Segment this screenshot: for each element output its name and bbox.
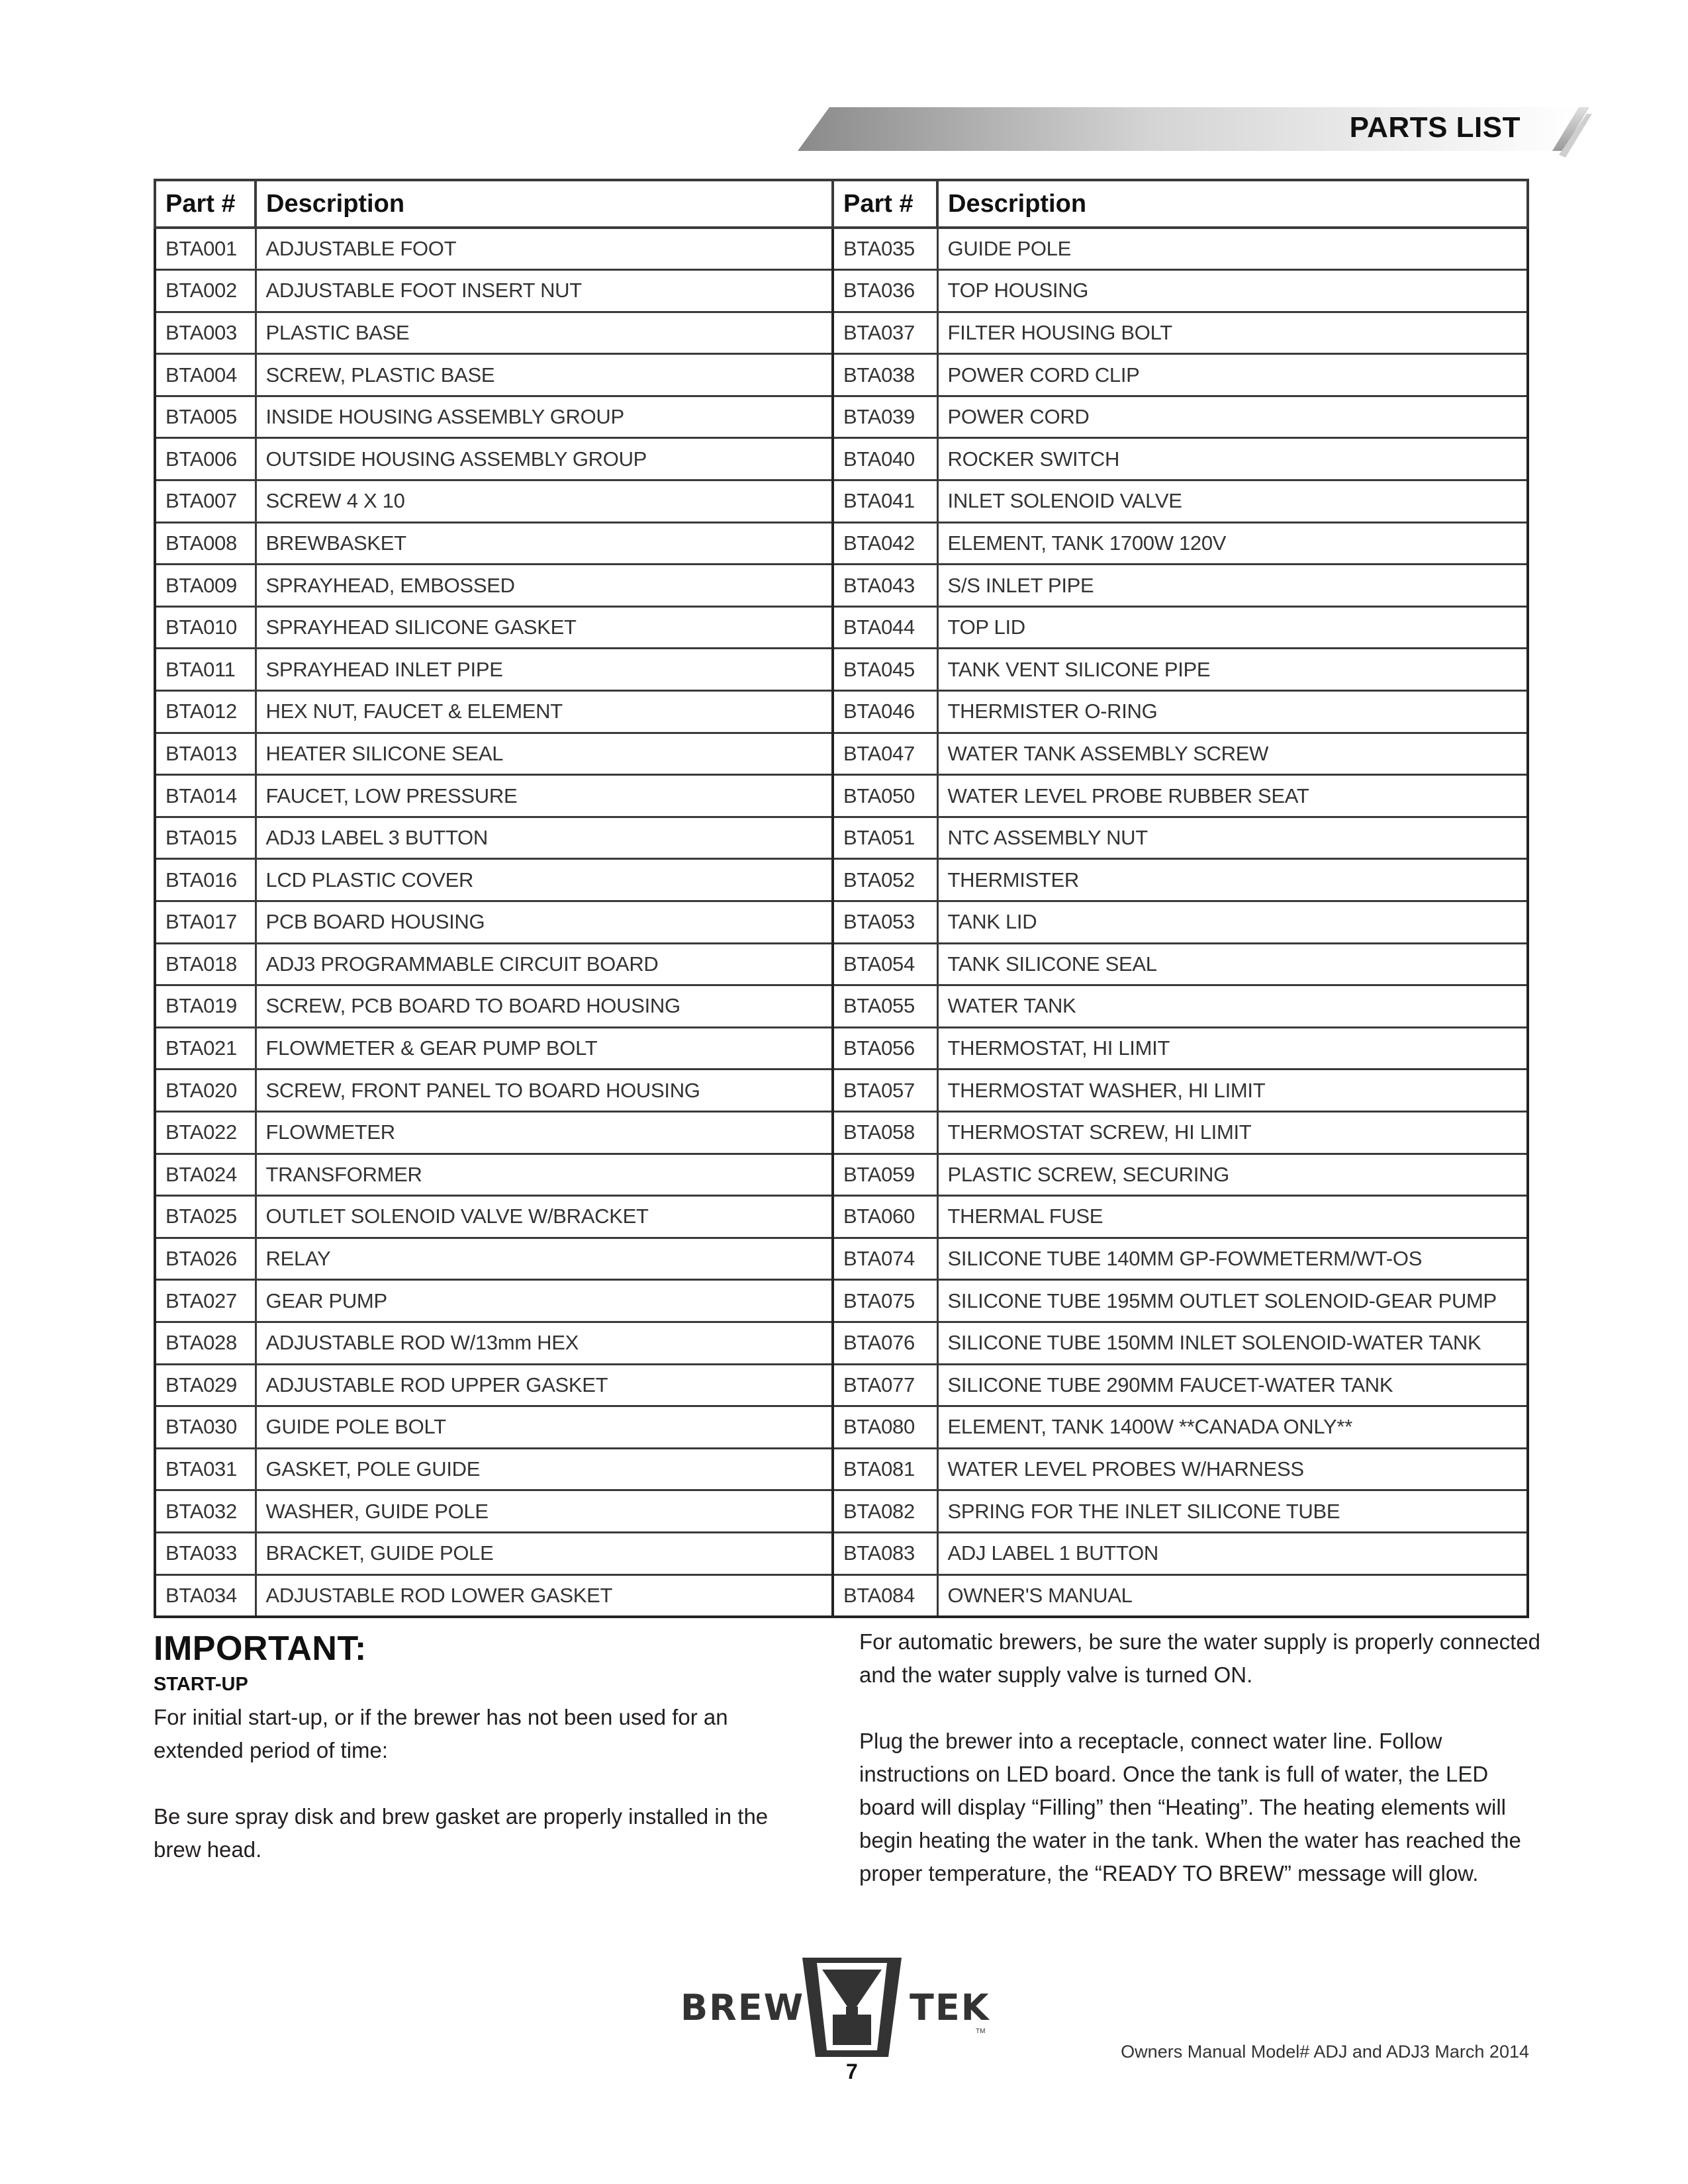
part-number-cell: BTA033 [155, 1532, 256, 1574]
description-cell: LCD PLASTIC COVER [256, 859, 833, 901]
part-number-cell: BTA030 [155, 1406, 256, 1449]
description-cell: THERMOSTAT WASHER, HI LIMIT [937, 1069, 1528, 1112]
column-header-description: Description [256, 180, 833, 228]
description-cell: TANK VENT SILICONE PIPE [937, 649, 1528, 691]
part-number-cell: BTA005 [155, 396, 256, 438]
part-number-cell: BTA026 [155, 1238, 256, 1280]
logo-brew-icon [802, 1958, 902, 2057]
description-cell: ADJUSTABLE FOOT INSERT NUT [256, 270, 833, 312]
description-cell: RELAY [256, 1238, 833, 1280]
part-number-cell: BTA084 [833, 1574, 937, 1617]
part-number-cell: BTA029 [155, 1364, 256, 1406]
table-row [155, 480, 1528, 523]
part-number-cell: BTA075 [833, 1280, 937, 1322]
description-cell: WATER LEVEL PROBE RUBBER SEAT [937, 775, 1528, 817]
startup-subheading: START-UP [154, 1673, 248, 1695]
description-cell: OUTLET SOLENOID VALVE W/BRACKET [256, 1196, 833, 1238]
description-cell: S/S INLET PIPE [937, 565, 1528, 607]
part-number-cell: BTA058 [833, 1111, 937, 1154]
header-banner [798, 107, 1592, 160]
description-cell: ADJ3 LABEL 3 BUTTON [256, 817, 833, 859]
description-cell: ELEMENT, TANK 1400W **CANADA ONLY** [937, 1406, 1528, 1449]
part-number-cell: BTA056 [833, 1027, 937, 1069]
part-number-cell: BTA055 [833, 985, 937, 1028]
part-number-cell: BTA080 [833, 1406, 937, 1449]
description-cell: ADJ LABEL 1 BUTTON [937, 1532, 1528, 1574]
description-cell: POWER CORD CLIP [937, 354, 1528, 396]
part-number-cell: BTA044 [833, 606, 937, 649]
part-number-cell: BTA011 [155, 649, 256, 691]
description-cell: ELEMENT, TANK 1700W 120V [937, 522, 1528, 565]
part-number-cell: BTA019 [155, 985, 256, 1028]
part-number-cell: BTA003 [155, 312, 256, 354]
table-row [155, 1154, 1528, 1196]
table-row [155, 1490, 1528, 1533]
part-number-cell: BTA057 [833, 1069, 937, 1112]
table-row [155, 1069, 1528, 1112]
part-number-cell: BTA027 [155, 1280, 256, 1322]
table-row [155, 775, 1528, 817]
description-cell: PLASTIC BASE [256, 312, 833, 354]
table-row [155, 985, 1528, 1028]
description-cell: THERMISTER [937, 859, 1528, 901]
table-row [155, 691, 1528, 733]
description-cell: ADJ3 PROGRAMMABLE CIRCUIT BOARD [256, 943, 833, 985]
table-body [155, 228, 1528, 1617]
description-cell: SPRAYHEAD INLET PIPE [256, 649, 833, 691]
table-row [155, 1238, 1528, 1280]
description-cell: WATER TANK ASSEMBLY SCREW [937, 733, 1528, 775]
table-row [155, 901, 1528, 944]
part-number-cell: BTA046 [833, 691, 937, 733]
description-cell: FAUCET, LOW PRESSURE [256, 775, 833, 817]
description-cell: GEAR PUMP [256, 1280, 833, 1322]
description-cell: WATER LEVEL PROBES W/HARNESS [937, 1448, 1528, 1490]
table-row [155, 649, 1528, 691]
table-row [155, 1111, 1528, 1154]
description-cell: SCREW 4 X 10 [256, 480, 833, 523]
part-number-cell: BTA040 [833, 438, 937, 480]
description-cell: PLASTIC SCREW, SECURING [937, 1154, 1528, 1196]
important-heading: IMPORTANT: [154, 1629, 367, 1668]
part-number-cell: BTA004 [155, 354, 256, 396]
column-header-part: Part # [155, 180, 256, 228]
part-number-cell: BTA008 [155, 522, 256, 565]
part-number-cell: BTA010 [155, 606, 256, 649]
part-number-cell: BTA022 [155, 1111, 256, 1154]
description-cell: SPRAYHEAD SILICONE GASKET [256, 606, 833, 649]
table-row [155, 733, 1528, 775]
column-header-part: Part # [833, 180, 937, 228]
part-number-cell: BTA060 [833, 1196, 937, 1238]
description-cell: THERMOSTAT SCREW, HI LIMIT [937, 1111, 1528, 1154]
description-cell: ROCKER SWITCH [937, 438, 1528, 480]
table-row [155, 1364, 1528, 1406]
part-number-cell: BTA036 [833, 270, 937, 312]
description-cell: SPRING FOR THE INLET SILICONE TUBE [937, 1490, 1528, 1533]
part-number-cell: BTA050 [833, 775, 937, 817]
description-cell: POWER CORD [937, 396, 1528, 438]
description-cell: TANK SILICONE SEAL [937, 943, 1528, 985]
part-number-cell: BTA053 [833, 901, 937, 944]
part-number-cell: BTA039 [833, 396, 937, 438]
part-number-cell: BTA013 [155, 733, 256, 775]
table-row [155, 1532, 1528, 1574]
part-number-cell: BTA051 [833, 817, 937, 859]
part-number-cell: BTA045 [833, 649, 937, 691]
part-number-cell: BTA034 [155, 1574, 256, 1617]
description-cell: TOP LID [937, 606, 1528, 649]
part-number-cell: BTA081 [833, 1448, 937, 1490]
plug-in-paragraph: Plug the brewer into a receptacle, connect water line. Follow instructions on LED board. Once the tank is full of water, the LED board will display “Filling” then “Heating”. The heating elements will begin heating the water in the tank. When the water has reached the proper temperature, the “READY TO BREW” message will glow. [859, 1729, 1521, 1886]
table-row [155, 312, 1528, 354]
description-cell: ADJUSTABLE ROD UPPER GASKET [256, 1364, 833, 1406]
table-row [155, 270, 1528, 312]
table-row [155, 1196, 1528, 1238]
part-number-cell: BTA083 [833, 1532, 937, 1574]
table-row [155, 1448, 1528, 1490]
part-number-cell: BTA002 [155, 270, 256, 312]
description-cell: INLET SOLENOID VALVE [937, 480, 1528, 523]
part-number-cell: BTA043 [833, 565, 937, 607]
table-row [155, 817, 1528, 859]
part-number-cell: BTA001 [155, 228, 256, 270]
description-cell: SILICONE TUBE 140MM GP-FOWMETERM/WT-OS [937, 1238, 1528, 1280]
description-cell: ADJUSTABLE ROD W/13mm HEX [256, 1322, 833, 1364]
description-cell: WASHER, GUIDE POLE [256, 1490, 833, 1533]
page-number: 7 [846, 2060, 858, 2083]
description-cell: PCB BOARD HOUSING [256, 901, 833, 944]
part-number-cell: BTA052 [833, 859, 937, 901]
part-number-cell: BTA077 [833, 1364, 937, 1406]
table-row [155, 1406, 1528, 1449]
table-row [155, 1280, 1528, 1322]
description-cell: TOP HOUSING [937, 270, 1528, 312]
part-number-cell: BTA059 [833, 1154, 937, 1196]
table-row [155, 859, 1528, 901]
description-cell: ADJUSTABLE ROD LOWER GASKET [256, 1574, 833, 1617]
part-number-cell: BTA074 [833, 1238, 937, 1280]
table-row [155, 1027, 1528, 1069]
description-cell: GUIDE POLE [937, 228, 1528, 270]
part-number-cell: BTA032 [155, 1490, 256, 1533]
description-cell: SCREW, PCB BOARD TO BOARD HOUSING [256, 985, 833, 1028]
part-number-cell: BTA014 [155, 775, 256, 817]
description-cell: ADJUSTABLE FOOT [256, 228, 833, 270]
part-number-cell: BTA038 [833, 354, 937, 396]
description-cell: HEATER SILICONE SEAL [256, 733, 833, 775]
instructions-column [859, 1625, 1548, 1890]
brewtek-logo [680, 1958, 998, 2057]
part-number-cell: BTA047 [833, 733, 937, 775]
part-number-cell: BTA018 [155, 943, 256, 985]
part-number-cell: BTA042 [833, 522, 937, 565]
part-number-cell: BTA025 [155, 1196, 256, 1238]
description-cell: INSIDE HOUSING ASSEMBLY GROUP [256, 396, 833, 438]
part-number-cell: BTA054 [833, 943, 937, 985]
part-number-cell: BTA007 [155, 480, 256, 523]
startup-paragraph-1: For initial start-up, or if the brewer has not been used for an extended period of time: [154, 1704, 728, 1762]
description-cell: GASKET, POLE GUIDE [256, 1448, 833, 1490]
table-header-row [155, 180, 1528, 228]
part-number-cell: BTA028 [155, 1322, 256, 1364]
description-cell: THERMAL FUSE [937, 1196, 1528, 1238]
part-number-cell: BTA009 [155, 565, 256, 607]
startup-paragraph-2: Be sure spray disk and brew gasket are properly installed in the brew head. [154, 1803, 769, 1862]
part-number-cell: BTA031 [155, 1448, 256, 1490]
table-row [155, 1322, 1528, 1364]
description-cell: WATER TANK [937, 985, 1528, 1028]
description-cell: BREWBASKET [256, 522, 833, 565]
part-number-cell: BTA012 [155, 691, 256, 733]
description-cell: HEX NUT, FAUCET & ELEMENT [256, 691, 833, 733]
table-row [155, 943, 1528, 985]
part-number-cell: BTA024 [155, 1154, 256, 1196]
important-section [154, 1631, 816, 1866]
table-row [155, 354, 1528, 396]
part-number-cell: BTA021 [155, 1027, 256, 1069]
part-number-cell: BTA041 [833, 480, 937, 523]
table-row [155, 606, 1528, 649]
description-cell: GUIDE POLE BOLT [256, 1406, 833, 1449]
description-cell: TRANSFORMER [256, 1154, 833, 1196]
description-cell: FILTER HOUSING BOLT [937, 312, 1528, 354]
description-cell: SPRAYHEAD, EMBOSSED [256, 565, 833, 607]
column-header-description: Description [937, 180, 1528, 228]
description-cell: SILICONE TUBE 195MM OUTLET SOLENOID-GEAR PUMP [937, 1280, 1528, 1322]
table-row [155, 228, 1528, 270]
table-row [155, 522, 1528, 565]
table-row [155, 565, 1528, 607]
description-cell: SCREW, FRONT PANEL TO BOARD HOUSING [256, 1069, 833, 1112]
logo-tek-text: TEK [910, 1987, 990, 2028]
table-row [155, 438, 1528, 480]
part-number-cell: BTA076 [833, 1322, 937, 1364]
logo-brew-text: BREW [680, 1987, 805, 2028]
automatic-brewers-paragraph: For automatic brewers, be sure the water supply is properly connected and the water supply valve is turned ON. [859, 1629, 1540, 1687]
description-cell: FLOWMETER [256, 1111, 833, 1154]
part-number-cell: BTA016 [155, 859, 256, 901]
table-row [155, 1574, 1528, 1617]
table-row [155, 396, 1528, 438]
part-number-cell: BTA006 [155, 438, 256, 480]
description-cell: NTC ASSEMBLY NUT [937, 817, 1528, 859]
description-cell: THERMISTER O-RING [937, 691, 1528, 733]
parts-table [154, 179, 1529, 1618]
footer-note: Owners Manual Model# ADJ and ADJ3 March 2014 [1121, 2042, 1529, 2062]
description-cell: TANK LID [937, 901, 1528, 944]
logo-trademark: TM [976, 2028, 986, 2035]
part-number-cell: BTA037 [833, 312, 937, 354]
description-cell: OWNER'S MANUAL [937, 1574, 1528, 1617]
part-number-cell: BTA015 [155, 817, 256, 859]
part-number-cell: BTA035 [833, 228, 937, 270]
description-cell: BRACKET, GUIDE POLE [256, 1532, 833, 1574]
description-cell: THERMOSTAT, HI LIMIT [937, 1027, 1528, 1069]
page-title: PARTS LIST [1349, 111, 1521, 144]
description-cell: FLOWMETER & GEAR PUMP BOLT [256, 1027, 833, 1069]
part-number-cell: BTA017 [155, 901, 256, 944]
description-cell: SILICONE TUBE 290MM FAUCET-WATER TANK [937, 1364, 1528, 1406]
description-cell: OUTSIDE HOUSING ASSEMBLY GROUP [256, 438, 833, 480]
part-number-cell: BTA082 [833, 1490, 937, 1533]
description-cell: SILICONE TUBE 150MM INLET SOLENOID-WATER TANK [937, 1322, 1528, 1364]
description-cell: SCREW, PLASTIC BASE [256, 354, 833, 396]
part-number-cell: BTA020 [155, 1069, 256, 1112]
